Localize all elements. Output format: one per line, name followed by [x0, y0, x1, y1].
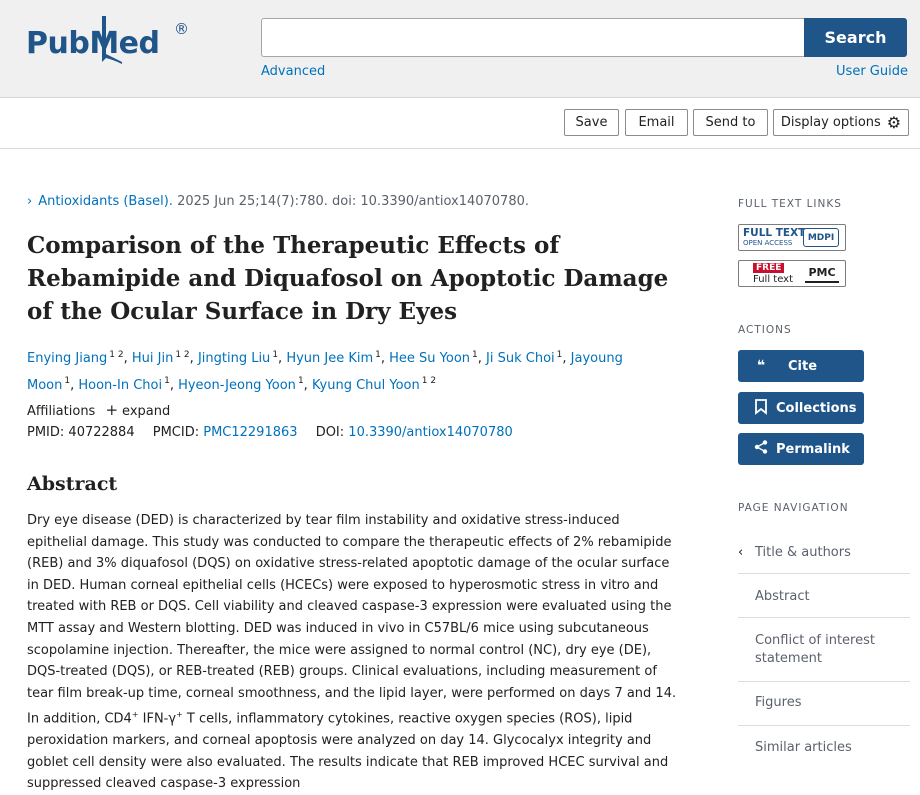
- author-item: Enying Jiang $^{1 2}$,: [27, 350, 132, 367]
- affiliation-ref[interactable]: 1 2: [421, 376, 437, 387]
- nav-abstract[interactable]: [738, 574, 910, 618]
- send-to-button[interactable]: [693, 109, 768, 136]
- nav-label: Title & authors: [755, 545, 851, 560]
- site-header: [0, 0, 920, 98]
- pmid-value: 40722884: [68, 425, 135, 440]
- affiliation-ref[interactable]: 1: [64, 376, 71, 387]
- search-input[interactable]: [261, 18, 805, 57]
- user-guide-link[interactable]: User Guide: [836, 64, 908, 79]
- author-item: Jingting Liu $^1$,: [197, 350, 287, 367]
- affiliation-ref[interactable]: 1: [472, 350, 478, 360]
- pmid-label: PMID:: [27, 425, 65, 440]
- expand-label: expand: [122, 404, 171, 419]
- nav-label: Figures: [755, 695, 802, 710]
- pmcid-label: PMCID:: [152, 425, 200, 440]
- nav-figures[interactable]: [738, 682, 910, 726]
- author-item: Hee Su Yoon $^1$,: [389, 350, 487, 367]
- doi-link[interactable]: 10.3390/antiox14070780: [348, 425, 513, 440]
- affiliation-ref[interactable]: 1 2: [175, 350, 190, 360]
- article-identifiers: [27, 425, 513, 440]
- author-item: Hyeon-Jeong Yoon $^1$,: [178, 376, 312, 393]
- article-title: Comparison of the Therapeutic Effects of Rebamipide and Diquafosol on Apoptotic Damage of the Ocular Surface in Dry Eyes: [27, 232, 669, 325]
- chevron-left-icon: ‹: [738, 545, 744, 560]
- advanced-search-link[interactable]: Advanced: [261, 64, 326, 79]
- affiliation-ref[interactable]: 1: [272, 350, 279, 360]
- mdpi-line2: OPEN ACCESS: [743, 239, 793, 247]
- author-link[interactable]: Kyung Chul Yoon: [311, 377, 420, 393]
- article-toolbar: [0, 98, 920, 149]
- save-button[interactable]: [564, 109, 619, 136]
- affiliation-ref[interactable]: 1: [297, 376, 304, 387]
- chevron-right-icon: ›: [27, 194, 33, 209]
- abstract-part-ifn: IFN-γ: [138, 711, 177, 727]
- affiliation-ref[interactable]: 1: [375, 350, 381, 360]
- pmc-full-text-link[interactable]: [738, 260, 846, 287]
- pubmed-logo[interactable]: [26, 14, 190, 70]
- email-label: Email: [638, 115, 675, 130]
- mdpi-brand: MDPI: [803, 228, 839, 247]
- author-link[interactable]: Hui Jin: [131, 351, 174, 367]
- affiliation-ref[interactable]: 1: [164, 376, 170, 387]
- author-item: Hoon-In Choi $^1$,: [78, 376, 179, 393]
- author-link[interactable]: Jingting Liu: [197, 351, 271, 367]
- author-item: Jayoung Moon $^1$,: [27, 351, 623, 393]
- full-text-label: Full text: [753, 274, 794, 285]
- registered-mark: ®: [174, 20, 189, 38]
- citation-details: 2025 Jun 25;14(7):780. doi: 10.3390/antiox14070780.: [177, 194, 529, 209]
- pmcid-link[interactable]: PMC12291863: [203, 425, 298, 440]
- pmc-left-block: [739, 261, 801, 286]
- cite-label: Cite: [788, 358, 818, 374]
- affiliation-ref[interactable]: 1 2: [109, 350, 124, 360]
- author-link[interactable]: Hoon-In Choi: [78, 377, 163, 393]
- permalink-label: Permalink: [776, 441, 850, 457]
- actions-heading: ACTIONS: [738, 324, 792, 336]
- pmc-brand: PMC: [805, 264, 839, 283]
- full-text-links-heading: FULL TEXT LINKS: [738, 198, 842, 210]
- bookmark-icon: [746, 399, 776, 418]
- author-item: Ji Suk Choi $^1$,: [486, 350, 571, 367]
- display-options-button[interactable]: [773, 109, 909, 136]
- save-label: Save: [575, 115, 608, 130]
- doi-label: DOI:: [315, 425, 345, 440]
- nav-label: Abstract: [755, 589, 810, 604]
- gear-icon: ⚙: [886, 112, 902, 132]
- mdpi-line1: FULL TEXT: [743, 227, 806, 239]
- search-button[interactable]: Search: [804, 18, 907, 57]
- superscript-plus: +: [176, 710, 183, 720]
- mdpi-full-text-link[interactable]: [738, 224, 846, 251]
- author-list: [27, 344, 667, 397]
- author-item: Hyun Jee Kim $^1$,: [286, 350, 390, 367]
- author-item: [312, 378, 436, 393]
- nav-conflict-of-interest[interactable]: [738, 618, 910, 682]
- permalink-button[interactable]: [738, 433, 864, 465]
- abstract-heading: Abstract: [27, 473, 118, 495]
- collections-button[interactable]: [738, 392, 864, 424]
- journal-link[interactable]: Antioxidants (Basel).: [38, 194, 173, 209]
- superscript-plus: +: [131, 710, 139, 720]
- abstract-part-2: T cells, inflammatory cytokines, reactive oxygen species (ROS), lipid peroxidation markers, and corneal apoptosis were analyzed on day 14. Glycocalyx integrity and goblet cell density were also evaluated. The results indicate that REB improved HCEC survival and suppressed cleaved caspase-3 expression: [27, 711, 669, 792]
- free-badge: FREE: [753, 263, 784, 273]
- author-link[interactable]: Hyun Jee Kim: [286, 351, 374, 367]
- author-link[interactable]: Hee Su Yoon: [389, 351, 471, 367]
- cite-button[interactable]: [738, 350, 864, 382]
- author-link[interactable]: Hyeon-Jeong Yoon: [178, 377, 296, 393]
- nav-label: Conflict of interest statement: [755, 633, 875, 666]
- affiliations-label: Affiliations: [27, 404, 96, 419]
- nav-label: Similar articles: [755, 740, 852, 755]
- nav-similar-articles[interactable]: [738, 726, 910, 770]
- abstract-part-1: Dry eye disease (DED) is characterized by tear film instability and oxidative stress-induced epithelial damage. This study was conducted to compare the therapeutic effects of 2% rebamipide (REB) and 3% diquafosol (DQS) on oxidative stress-related apoptotic damage of the ocular surface in DED. Human corneal epithelial cells (HCECs) were exposed to hyperosmotic stress in vitro and treated with REB or DQS. Cell viability and cleaved caspase-3 expression were evaluated using the MTT assay and Western blotting. DED was induced in vivo in C57BL/6 mice using subcutaneous scopolamine injection. Thereafter, the mice were assigned to normal control (NC), dry eye (DE), DQS-treated (DQS), or REB-treated (REB) groups. Clinical evaluations, including measurement of tear film break-up time, corneal smoothness, and the lipid layer, were performed on days 7 and 14. In addition, CD4: [27, 513, 677, 727]
- author-link[interactable]: Jayoung Moon: [27, 351, 623, 393]
- logo-text: PubMed: [26, 26, 160, 61]
- journal-citation: [27, 194, 529, 209]
- quote-icon: ❝: [756, 358, 766, 374]
- author-link[interactable]: Enying Jiang: [27, 351, 108, 367]
- send-to-label: Send to: [705, 115, 756, 130]
- author-item: Hui Jin $^{1 2}$,: [131, 350, 198, 367]
- affiliations-toggle[interactable]: [27, 401, 170, 419]
- author-link[interactable]: Ji Suk Choi: [486, 351, 555, 367]
- collections-label: Collections: [776, 400, 857, 416]
- display-options-label: Display options: [780, 115, 881, 130]
- page-navigation-heading: PAGE NAVIGATION: [738, 502, 849, 514]
- plus-icon: +: [105, 401, 119, 419]
- nav-title-authors[interactable]: [738, 534, 910, 574]
- abstract-text: [27, 510, 677, 795]
- share-icon: [746, 440, 776, 458]
- affiliation-ref[interactable]: 1: [556, 350, 563, 360]
- email-button[interactable]: [625, 109, 688, 136]
